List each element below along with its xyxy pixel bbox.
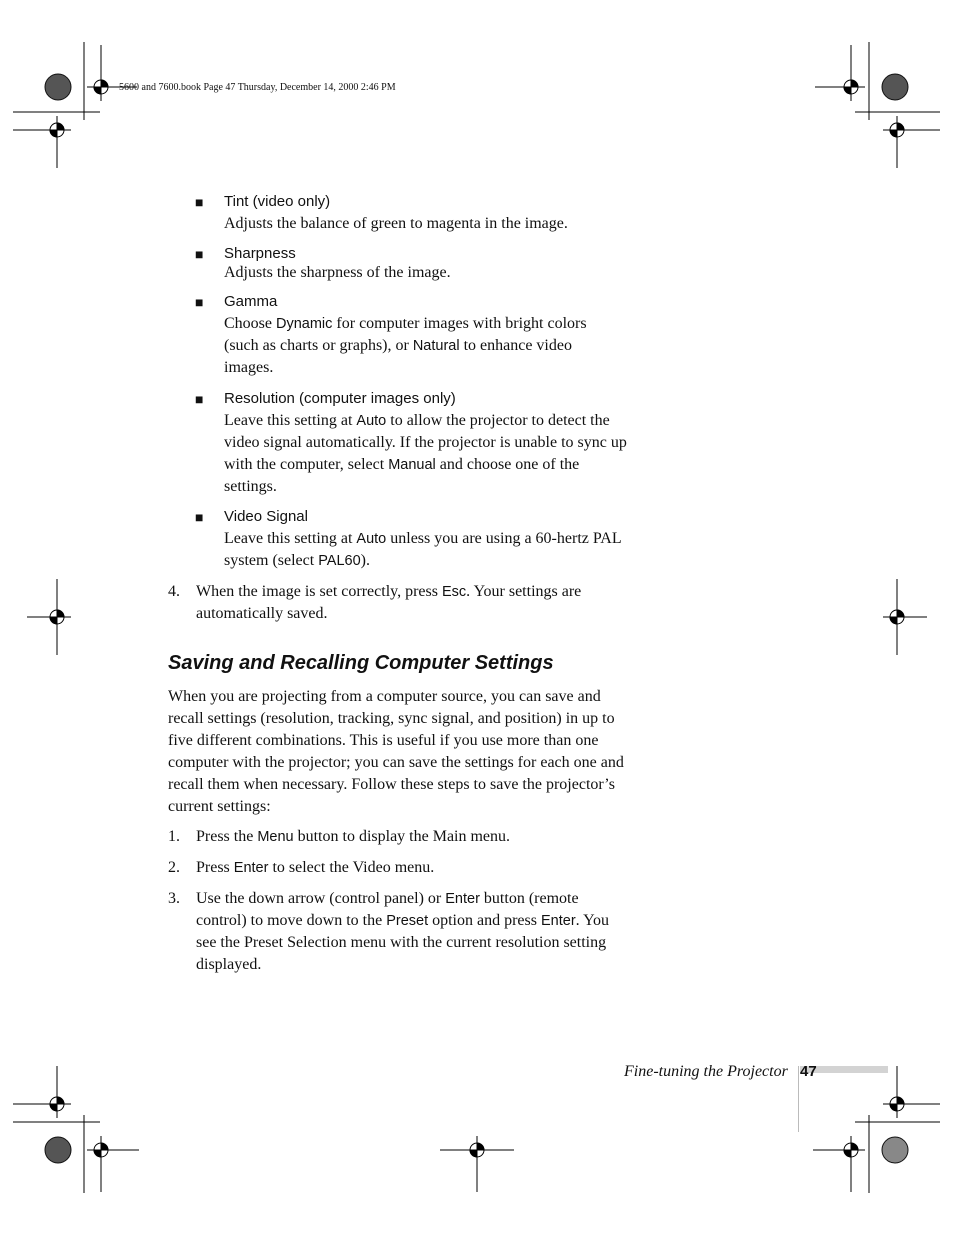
ui-term: Manual	[388, 457, 436, 473]
text-run: . Your settings are automatically saved.	[196, 583, 582, 622]
section-heading: Saving and Recalling Computer Settings	[168, 652, 554, 674]
ui-term: Auto	[356, 413, 387, 429]
text-run: unless you are using a 60-hertz PAL system (select	[224, 530, 622, 569]
text-run: button to display the Main menu.	[293, 828, 511, 845]
step-number: 3.	[168, 890, 180, 907]
bullet-marker: ■	[195, 393, 204, 408]
text-run: When the image is set correctly, press	[196, 583, 442, 600]
step-number: 1.	[168, 828, 180, 845]
bullet-marker: ■	[195, 511, 204, 526]
footer-rule	[798, 1066, 799, 1132]
ui-term: Natural	[412, 338, 460, 354]
book-header-line: 5600 and 7600.book Page 47 Thursday, December 14, 2000 2:46 PM	[119, 82, 396, 93]
bullet-body	[224, 213, 644, 235]
bullet-marker: ■	[195, 196, 204, 211]
text-run: ).	[360, 552, 370, 569]
ui-term: Enter	[233, 860, 269, 876]
text-run: Adjusts the sharpness of the image.	[224, 264, 451, 281]
step-number: 4.	[168, 583, 180, 600]
ui-term: Auto	[356, 531, 387, 547]
ui-term: Dynamic	[276, 316, 333, 332]
bullet-body	[224, 528, 636, 572]
text-run: for computer images with bright colors (such as charts or graphs), or	[224, 315, 587, 354]
text-run: option and press	[428, 912, 541, 929]
bullet-title: Sharpness	[224, 245, 296, 262]
bullet-marker: ■	[195, 296, 204, 311]
bullet-body	[224, 313, 624, 379]
text-run: Press the	[196, 828, 258, 845]
step-text	[196, 581, 606, 625]
ui-term: Preset	[386, 913, 429, 929]
bullet-title: Resolution (computer images only)	[224, 390, 456, 407]
text-run: Leave this setting at	[224, 412, 357, 429]
text-run: . You see the Preset Selection menu with the current resolution setting displayed.	[196, 912, 610, 973]
text-run: to select the Video menu.	[268, 859, 435, 876]
step-text	[196, 826, 636, 848]
section-intro: When you are projecting from a computer source, you can save and recall settings (resolution, tracking, sync signal, and position) in up to five different combinations. This is useful if you use more than one computer with the projector; you can save the settings for each one and recall them when necessary. Follow these steps to save the projector’s current settings:	[168, 688, 624, 815]
ui-term: Menu	[257, 829, 294, 845]
bullet-title: Gamma	[224, 293, 278, 310]
text-run: Choose	[224, 315, 276, 332]
step-text	[196, 857, 636, 879]
ui-term: Enter	[445, 891, 480, 907]
step-text	[196, 888, 632, 976]
text-run: to allow the projector to detect the video signal automatically. If the projector is unable to sync up with the computer, select	[224, 412, 627, 473]
text-run: Use the down arrow (control panel) or	[196, 890, 446, 907]
text-run: button (remote control) to move down to the	[196, 890, 579, 929]
ui-term: Enter	[540, 913, 576, 929]
page-number: 47	[800, 1063, 817, 1080]
step-number: 2.	[168, 859, 180, 876]
text-run: Leave this setting at	[224, 530, 357, 547]
text-run: to enhance video images.	[224, 337, 572, 376]
ui-term: Esc	[441, 584, 467, 600]
bullet-title: Video Signal	[224, 508, 308, 525]
bullet-marker: ■	[195, 248, 204, 263]
bullet-body	[224, 410, 634, 498]
ui-term: PAL60	[318, 553, 361, 569]
footer-chapter-title: Fine-tuning the Projector	[624, 1063, 788, 1080]
bullet-title: Tint (video only)	[224, 193, 331, 210]
text-run: Press	[196, 859, 234, 876]
text-run: Adjusts the balance of green to magenta in the image.	[224, 215, 568, 232]
bullet-body	[224, 262, 644, 284]
text-run: and choose one of the settings.	[224, 456, 580, 495]
